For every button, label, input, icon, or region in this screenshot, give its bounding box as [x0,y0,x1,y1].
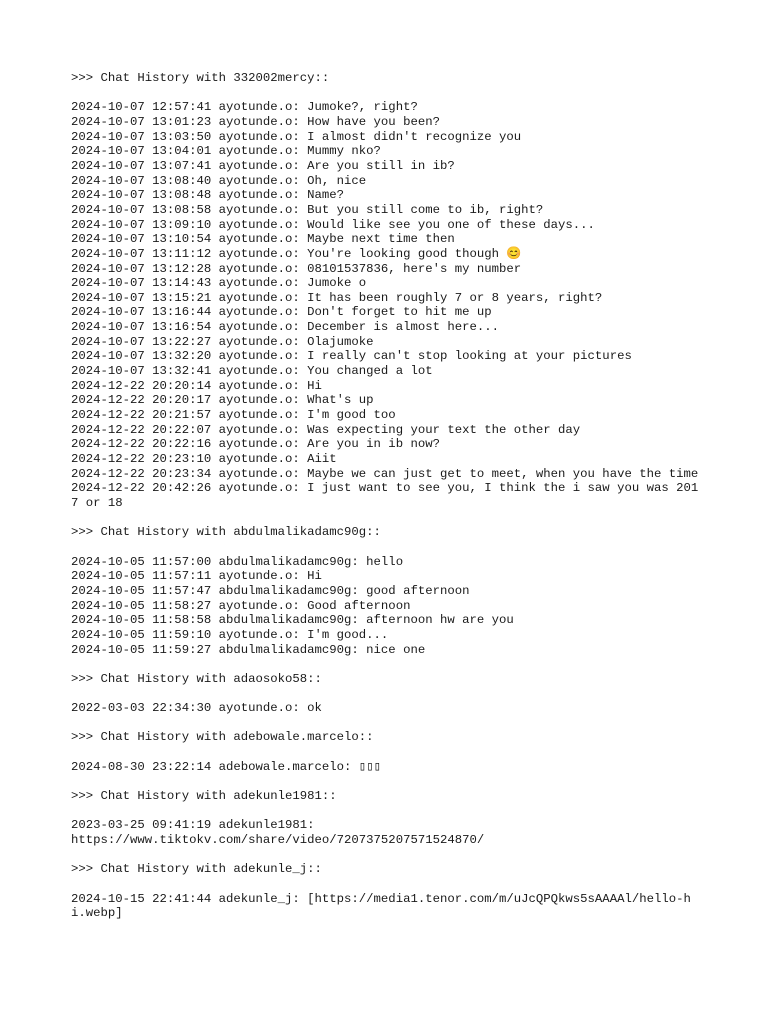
chat-message-line: 2024-10-07 13:08:40 ayotunde.o: Oh, nice [71,173,367,188]
chat-message-line: 2024-10-07 13:08:58 ayotunde.o: But you still come to ib, right? [71,202,544,217]
chat-message-line: 2024-12-22 20:22:07 ayotunde.o: Was expecting your text the other day [71,422,581,437]
chat-message-line: 2024-10-07 13:16:44 ayotunde.o: Don't forget to hit me up [71,305,492,320]
chat-message-line: 2024-12-22 20:20:17 ayotunde.o: What's up [71,393,374,408]
chat-message-line: 2024-10-07 13:22:27 ayotunde.o: Olajumoke [71,334,374,349]
message-list [71,701,699,716]
chat-message-line: 2024-10-07 13:11:12 ayotunde.o: You're looking good though 😊 [71,246,522,261]
chat-message-line: 2024-10-07 13:09:10 ayotunde.o: Would like see you one of these days... [71,217,595,232]
chat-message-line: 2024-10-07 12:57:41 ayotunde.o: Jumoke?, right? [71,100,418,115]
message-list [71,892,699,921]
chat-message-line: 2024-10-05 11:59:10 ayotunde.o: I'm good... [71,627,389,642]
message-list [71,555,699,658]
section-spacer [71,86,699,101]
section-spacer [71,511,699,526]
chat-message-line: 2024-12-22 20:22:16 ayotunde.o: Are you in ib now? [71,437,440,452]
chat-message-line: 2024-10-07 13:04:01 ayotunde.o: Mummy nko? [71,144,381,159]
chat-message-line: 2024-10-05 11:57:00 abdulmalikadamc90g: hello [71,554,404,569]
chat-message-line: 2024-10-05 11:59:27 abdulmalikadamc90g: nice one [71,642,426,657]
chat-message-line: 2024-08-30 23:22:14 adebowale.marcelo: ▯▯▯ [71,759,382,774]
chat-message-line: 2024-10-07 13:07:41 ayotunde.o: Are you still in ib? [71,158,455,173]
chat-section-header: >>> Chat History with 332002mercy:: [71,71,330,85]
chat-message-line: 2022-03-03 22:34:30 ayotunde.o: ok [71,701,322,716]
section-spacer [71,848,699,863]
chat-message-line: 2024-10-07 13:15:21 ayotunde.o: It has been roughly 7 or 8 years, right? [71,290,603,305]
chat-message-line: 2024-10-05 11:58:58 abdulmalikadamc90g: afternoon hw are you [71,613,514,628]
chat-message-line: 2024-10-07 13:12:28 ayotunde.o: 08101537836, here's my number [71,261,522,276]
section-spacer [71,745,699,760]
message-list [71,760,699,775]
section-spacer [71,804,699,819]
chat-message-line: 2024-12-22 20:20:14 ayotunde.o: Hi [71,378,322,393]
chat-message-line: 2024-10-07 13:01:23 ayotunde.o: How have you been? [71,114,440,129]
chat-message-line: 2024-12-22 20:21:57 ayotunde.o: I'm good too [71,408,396,423]
section-spacer [71,877,699,892]
chat-section-header: >>> Chat History with adebowale.marcelo:: [71,730,374,745]
section-spacer [71,774,699,789]
chat-message-line: 2024-10-15 22:41:44 adekunle_j: [https://media1.tenor.com/m/uJcQPQkws5sAAAAl/hello-hi.webp] [71,891,691,921]
chat-message-line: 2024-10-07 13:16:54 ayotunde.o: December is almost here... [71,320,500,335]
chat-section-header: >>> Chat History with adekunle1981:: [71,789,337,804]
section-spacer [71,716,699,731]
chat-message-line: 2024-12-22 20:23:34 ayotunde.o: Maybe we can just get to meet, when you have the time [71,466,699,481]
section-spacer [71,657,699,672]
chat-message-line: 2024-10-07 13:14:43 ayotunde.o: Jumoke o [71,276,367,291]
chat-message-line: 2024-10-07 13:32:20 ayotunde.o: I really can't stop looking at your pictures [71,349,632,364]
message-list [71,818,699,847]
chat-message-line: 2024-10-05 11:57:47 abdulmalikadamc90g: good afternoon [71,583,470,598]
chat-message-line: 2024-10-07 13:10:54 ayotunde.o: Maybe next time then [71,232,455,247]
chat-message-line: 2024-10-05 11:57:11 ayotunde.o: Hi [71,569,322,584]
chat-message-line: 2024-10-07 13:03:50 ayotunde.o: I almost didn't recognize you [71,129,522,144]
section-spacer [71,687,699,702]
chat-message-line: 2024-10-07 13:32:41 ayotunde.o: You changed a lot [71,364,433,379]
message-list [71,100,699,510]
chat-section-header: >>> Chat History with adaosoko58:: [71,671,322,686]
chat-section-header: >>> Chat History with adekunle_j:: [71,862,322,877]
chat-section-header: >>> Chat History with abdulmalikadamc90g:: [71,525,381,540]
chat-message-line: 2023-03-25 09:41:19 adekunle1981: https://www.tiktokv.com/share/video/7207375207571524870/ [71,818,485,847]
chat-message-line: 2024-12-22 20:42:26 ayotunde.o: I just want to see you, I think the i saw you was 2017 or 18 [71,481,699,511]
chat-history-document [71,71,699,921]
chat-message-line: 2024-12-22 20:23:10 ayotunde.o: Aiit [71,452,337,467]
chat-message-line: 2024-10-05 11:58:27 ayotunde.o: Good afternoon [71,598,411,613]
chat-message-line: 2024-10-07 13:08:48 ayotunde.o: Name? [71,188,345,203]
section-spacer [71,540,699,555]
